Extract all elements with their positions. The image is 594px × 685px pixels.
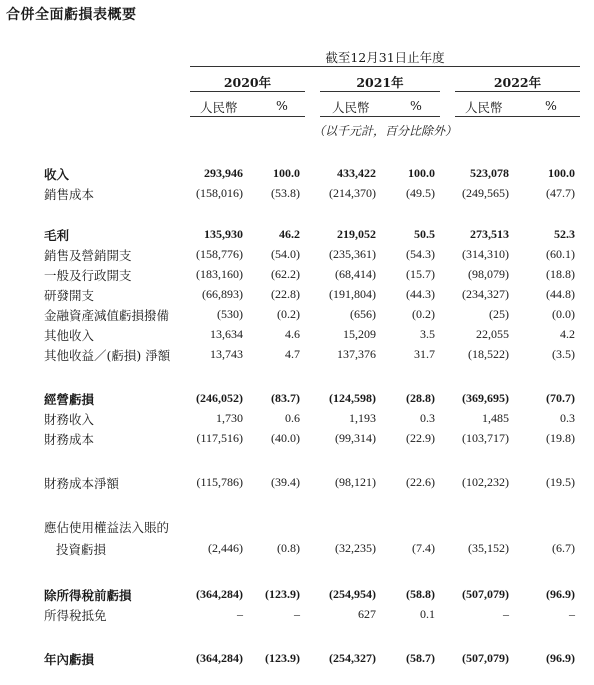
year-2020: 2020年	[223, 75, 272, 90]
period-header: 截至12月31日止年度	[325, 50, 445, 65]
cell-rmb-2022: (234,327)	[462, 287, 509, 301]
cell-pct-2022: 52.3	[554, 227, 575, 241]
cell-rmb-2020: 1,730	[216, 411, 243, 425]
cell-pct-2022: (44.8)	[546, 287, 575, 301]
row-label: 毛利	[44, 228, 70, 243]
cell-pct-2021: 31.7	[414, 347, 435, 361]
cell-rmb-2020: (364,284)	[196, 587, 243, 601]
cell-rmb-2022: 22,055	[476, 327, 509, 341]
cell-rmb-2022: (507,079)	[462, 651, 509, 665]
cell-pct-2021: (0.2)	[412, 307, 435, 321]
cell-pct-2021: (7.4)	[412, 541, 435, 555]
cell-rmb-2021: 1,193	[349, 411, 376, 425]
cell-rmb-2020: (115,786)	[196, 475, 243, 489]
cell-rmb-2022: (103,717)	[462, 431, 509, 445]
cell-pct-2021: 100.0	[408, 166, 435, 180]
cell-rmb-2021: (235,361)	[329, 247, 376, 261]
cell-rmb-2020: (158,016)	[196, 186, 243, 200]
cell-rmb-2021: (124,598)	[329, 391, 376, 405]
row-label: 銷售成本	[44, 187, 95, 202]
cell-rmb-2022: (98,079)	[468, 267, 509, 281]
cell-pct-2020: 0.6	[285, 411, 300, 425]
cell-rmb-2021: (68,414)	[335, 267, 376, 281]
cell-rmb-2021: 433,422	[337, 166, 376, 180]
cell-rmb-2021: (98,121)	[335, 475, 376, 489]
sub-rule-2020	[190, 116, 305, 117]
cell-rmb-2021: 15,209	[343, 327, 376, 341]
cell-rmb-2020: (117,516)	[196, 431, 243, 445]
row-label: 收入	[44, 167, 70, 182]
row-label: 金融資產減值虧損撥備	[44, 308, 170, 323]
cell-pct-2020: 100.0	[273, 166, 300, 180]
row-label: 投資虧損	[56, 542, 107, 557]
row-label: 應佔使用權益法入賬的	[44, 520, 170, 535]
currency-label-2020: 人民幣	[200, 100, 238, 115]
cell-rmb-2020: (158,776)	[196, 247, 243, 261]
cell-rmb-2021: (254,327)	[329, 651, 376, 665]
year-rule-2020	[190, 91, 305, 92]
cell-rmb-2021: (656)	[350, 307, 376, 321]
cell-pct-2021: (58.8)	[406, 587, 435, 601]
cell-rmb-2020: 135,930	[204, 227, 243, 241]
cell-rmb-2022: 273,513	[470, 227, 509, 241]
cell-pct-2020: (53.8)	[271, 186, 300, 200]
cell-pct-2020: (22.8)	[271, 287, 300, 301]
cell-pct-2020: (54.0)	[271, 247, 300, 261]
unit-note: （以千元計，百分比除外）	[312, 124, 457, 138]
cell-pct-2020: (123.9)	[265, 651, 300, 665]
cell-rmb-2022: –	[503, 607, 509, 621]
page-title: 合併全面虧損表概要	[6, 7, 137, 23]
cell-pct-2021: (22.9)	[406, 431, 435, 445]
cell-rmb-2021: (99,314)	[335, 431, 376, 445]
cell-rmb-2021: (32,235)	[335, 541, 376, 555]
cell-rmb-2022: (25)	[489, 307, 509, 321]
year-2022: 2022年	[493, 75, 542, 90]
cell-rmb-2020: 13,743	[210, 347, 243, 361]
percent-label-2020: %	[276, 98, 288, 113]
cell-pct-2021: (15.7)	[406, 267, 435, 281]
cell-pct-2020: (83.7)	[271, 391, 300, 405]
cell-pct-2020: 4.6	[285, 327, 300, 341]
cell-rmb-2022: (249,565)	[462, 186, 509, 200]
cell-pct-2022: (3.5)	[552, 347, 575, 361]
row-label: 銷售及營銷開支	[44, 248, 132, 263]
cell-pct-2020: (0.2)	[277, 307, 300, 321]
cell-rmb-2021: (254,954)	[329, 587, 376, 601]
row-label: 財務收入	[44, 412, 95, 427]
cell-pct-2020: –	[294, 607, 300, 621]
cell-rmb-2021: (191,804)	[329, 287, 376, 301]
sub-rule-2022	[455, 116, 580, 117]
cell-pct-2020: 46.2	[279, 227, 300, 241]
cell-rmb-2022: 1,485	[482, 411, 509, 425]
cell-pct-2020: (39.4)	[271, 475, 300, 489]
cell-pct-2022: (47.7)	[546, 186, 575, 200]
cell-pct-2021: (22.6)	[406, 475, 435, 489]
row-label: 一般及行政開支	[44, 268, 132, 283]
cell-pct-2022: (19.8)	[546, 431, 575, 445]
cell-pct-2022: (18.8)	[546, 267, 575, 281]
cell-rmb-2020: 13,634	[210, 327, 243, 341]
cell-pct-2022: (96.9)	[546, 651, 575, 665]
cell-pct-2022: (70.7)	[546, 391, 575, 405]
cell-pct-2022: (96.9)	[546, 587, 575, 601]
cell-rmb-2022: (35,152)	[468, 541, 509, 555]
percent-label-2021: %	[410, 98, 422, 113]
period-rule	[190, 66, 580, 67]
row-label: 其他收入	[44, 328, 95, 343]
cell-rmb-2022: (102,232)	[462, 475, 509, 489]
cell-pct-2021: (28.8)	[406, 391, 435, 405]
cell-rmb-2021: 137,376	[337, 347, 376, 361]
cell-pct-2022: (6.7)	[552, 541, 575, 555]
cell-pct-2022: 100.0	[548, 166, 575, 180]
cell-rmb-2020: (364,284)	[196, 651, 243, 665]
cell-pct-2022: 4.2	[560, 327, 575, 341]
cell-rmb-2021: 627	[358, 607, 376, 621]
cell-rmb-2020: 293,946	[204, 166, 243, 180]
row-label: 年內虧損	[44, 652, 95, 667]
cell-pct-2021: (58.7)	[406, 651, 435, 665]
cell-rmb-2020: (530)	[217, 307, 243, 321]
cell-pct-2021: 50.5	[414, 227, 435, 241]
cell-pct-2021: (49.5)	[406, 186, 435, 200]
row-label: 經營虧損	[44, 392, 95, 407]
cell-pct-2022: (0.0)	[552, 307, 575, 321]
year-2021: 2021年	[356, 75, 404, 90]
row-label: 其他收益／(虧損) 淨額	[44, 348, 171, 363]
cell-rmb-2022: (18,522)	[468, 347, 509, 361]
cell-pct-2021: 0.1	[420, 607, 435, 621]
year-rule-2021	[320, 91, 440, 92]
cell-rmb-2020: (66,893)	[202, 287, 243, 301]
cell-pct-2020: (123.9)	[265, 587, 300, 601]
cell-pct-2020: 4.7	[285, 347, 300, 361]
cell-rmb-2020: (2,446)	[208, 541, 243, 555]
cell-rmb-2022: (369,695)	[462, 391, 509, 405]
cell-rmb-2021: 219,052	[337, 227, 376, 241]
cell-pct-2020: (40.0)	[271, 431, 300, 445]
cell-rmb-2022: 523,078	[470, 166, 509, 180]
sub-rule-2021	[320, 116, 440, 117]
row-label: 所得稅抵免	[44, 608, 107, 623]
cell-pct-2021: (44.3)	[406, 287, 435, 301]
cell-rmb-2021: (214,370)	[329, 186, 376, 200]
cell-pct-2021: 3.5	[420, 327, 435, 341]
cell-rmb-2020: (183,160)	[196, 267, 243, 281]
cell-rmb-2022: (507,079)	[462, 587, 509, 601]
cell-pct-2022: –	[569, 607, 575, 621]
cell-pct-2020: (0.8)	[277, 541, 300, 555]
currency-label-2021: 人民幣	[332, 100, 370, 115]
cell-pct-2021: 0.3	[420, 411, 435, 425]
cell-rmb-2020: (246,052)	[196, 391, 243, 405]
row-label: 研發開支	[44, 288, 95, 303]
percent-label-2022: %	[545, 98, 557, 113]
row-label: 財務成本	[44, 432, 95, 447]
year-rule-2022	[455, 91, 580, 92]
currency-label-2022: 人民幣	[465, 100, 503, 115]
row-label: 財務成本淨額	[44, 476, 120, 491]
cell-pct-2022: (60.1)	[546, 247, 575, 261]
cell-rmb-2020: –	[237, 607, 243, 621]
cell-rmb-2022: (314,310)	[462, 247, 509, 261]
cell-pct-2022: 0.3	[560, 411, 575, 425]
cell-pct-2022: (19.5)	[546, 475, 575, 489]
row-label: 除所得稅前虧損	[44, 588, 132, 603]
cell-pct-2021: (54.3)	[406, 247, 435, 261]
cell-pct-2020: (62.2)	[271, 267, 300, 281]
